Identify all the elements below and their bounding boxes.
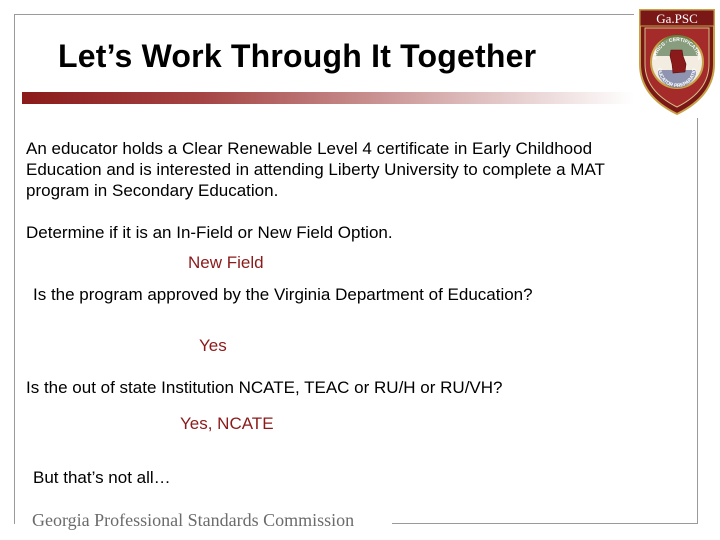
logo-ring-top-text: ETHICS · CERTIFICATION <box>652 36 702 61</box>
gapsc-crest-logo <box>636 4 718 116</box>
answer-yes-ncate: Yes, NCATE <box>180 414 274 433</box>
answer-new-field: New Field <box>188 253 264 272</box>
scenario-line-3: program in Secondary Education. <box>26 181 279 200</box>
answer-yes: Yes <box>199 336 227 355</box>
question-program-approved: Is the program approved by the Virginia Department of Education? <box>33 285 533 304</box>
footer-organization-name: Georgia Professional Standards Commission <box>32 510 355 530</box>
slide-frame-right <box>697 118 698 524</box>
slide-frame-top <box>14 14 634 15</box>
slide-title: Let’s Work Through It Together <box>58 38 537 74</box>
title-underline-bar <box>22 92 634 104</box>
question-field-option: Determine if it is an In-Field or New Field Option. <box>26 223 393 242</box>
question-institution-accreditation: Is the out of state Institution NCATE, TEAC or RU/H or RU/VH? <box>26 378 503 397</box>
slide-frame-left <box>14 14 15 524</box>
closing-text: But that’s not all… <box>33 468 171 487</box>
scenario-line-1: An educator holds a Clear Renewable Level 4 certificate in Early Childhood <box>26 139 593 158</box>
logo-abbrev: Ga.PSC <box>656 11 698 26</box>
logo-ring-bottom-text: DUCATOR PREPARATIO <box>655 67 699 90</box>
slide-frame-bottom <box>392 523 698 524</box>
scenario-line-2: Education and is interested in attending Liberty University to complete a MAT <box>26 160 605 179</box>
